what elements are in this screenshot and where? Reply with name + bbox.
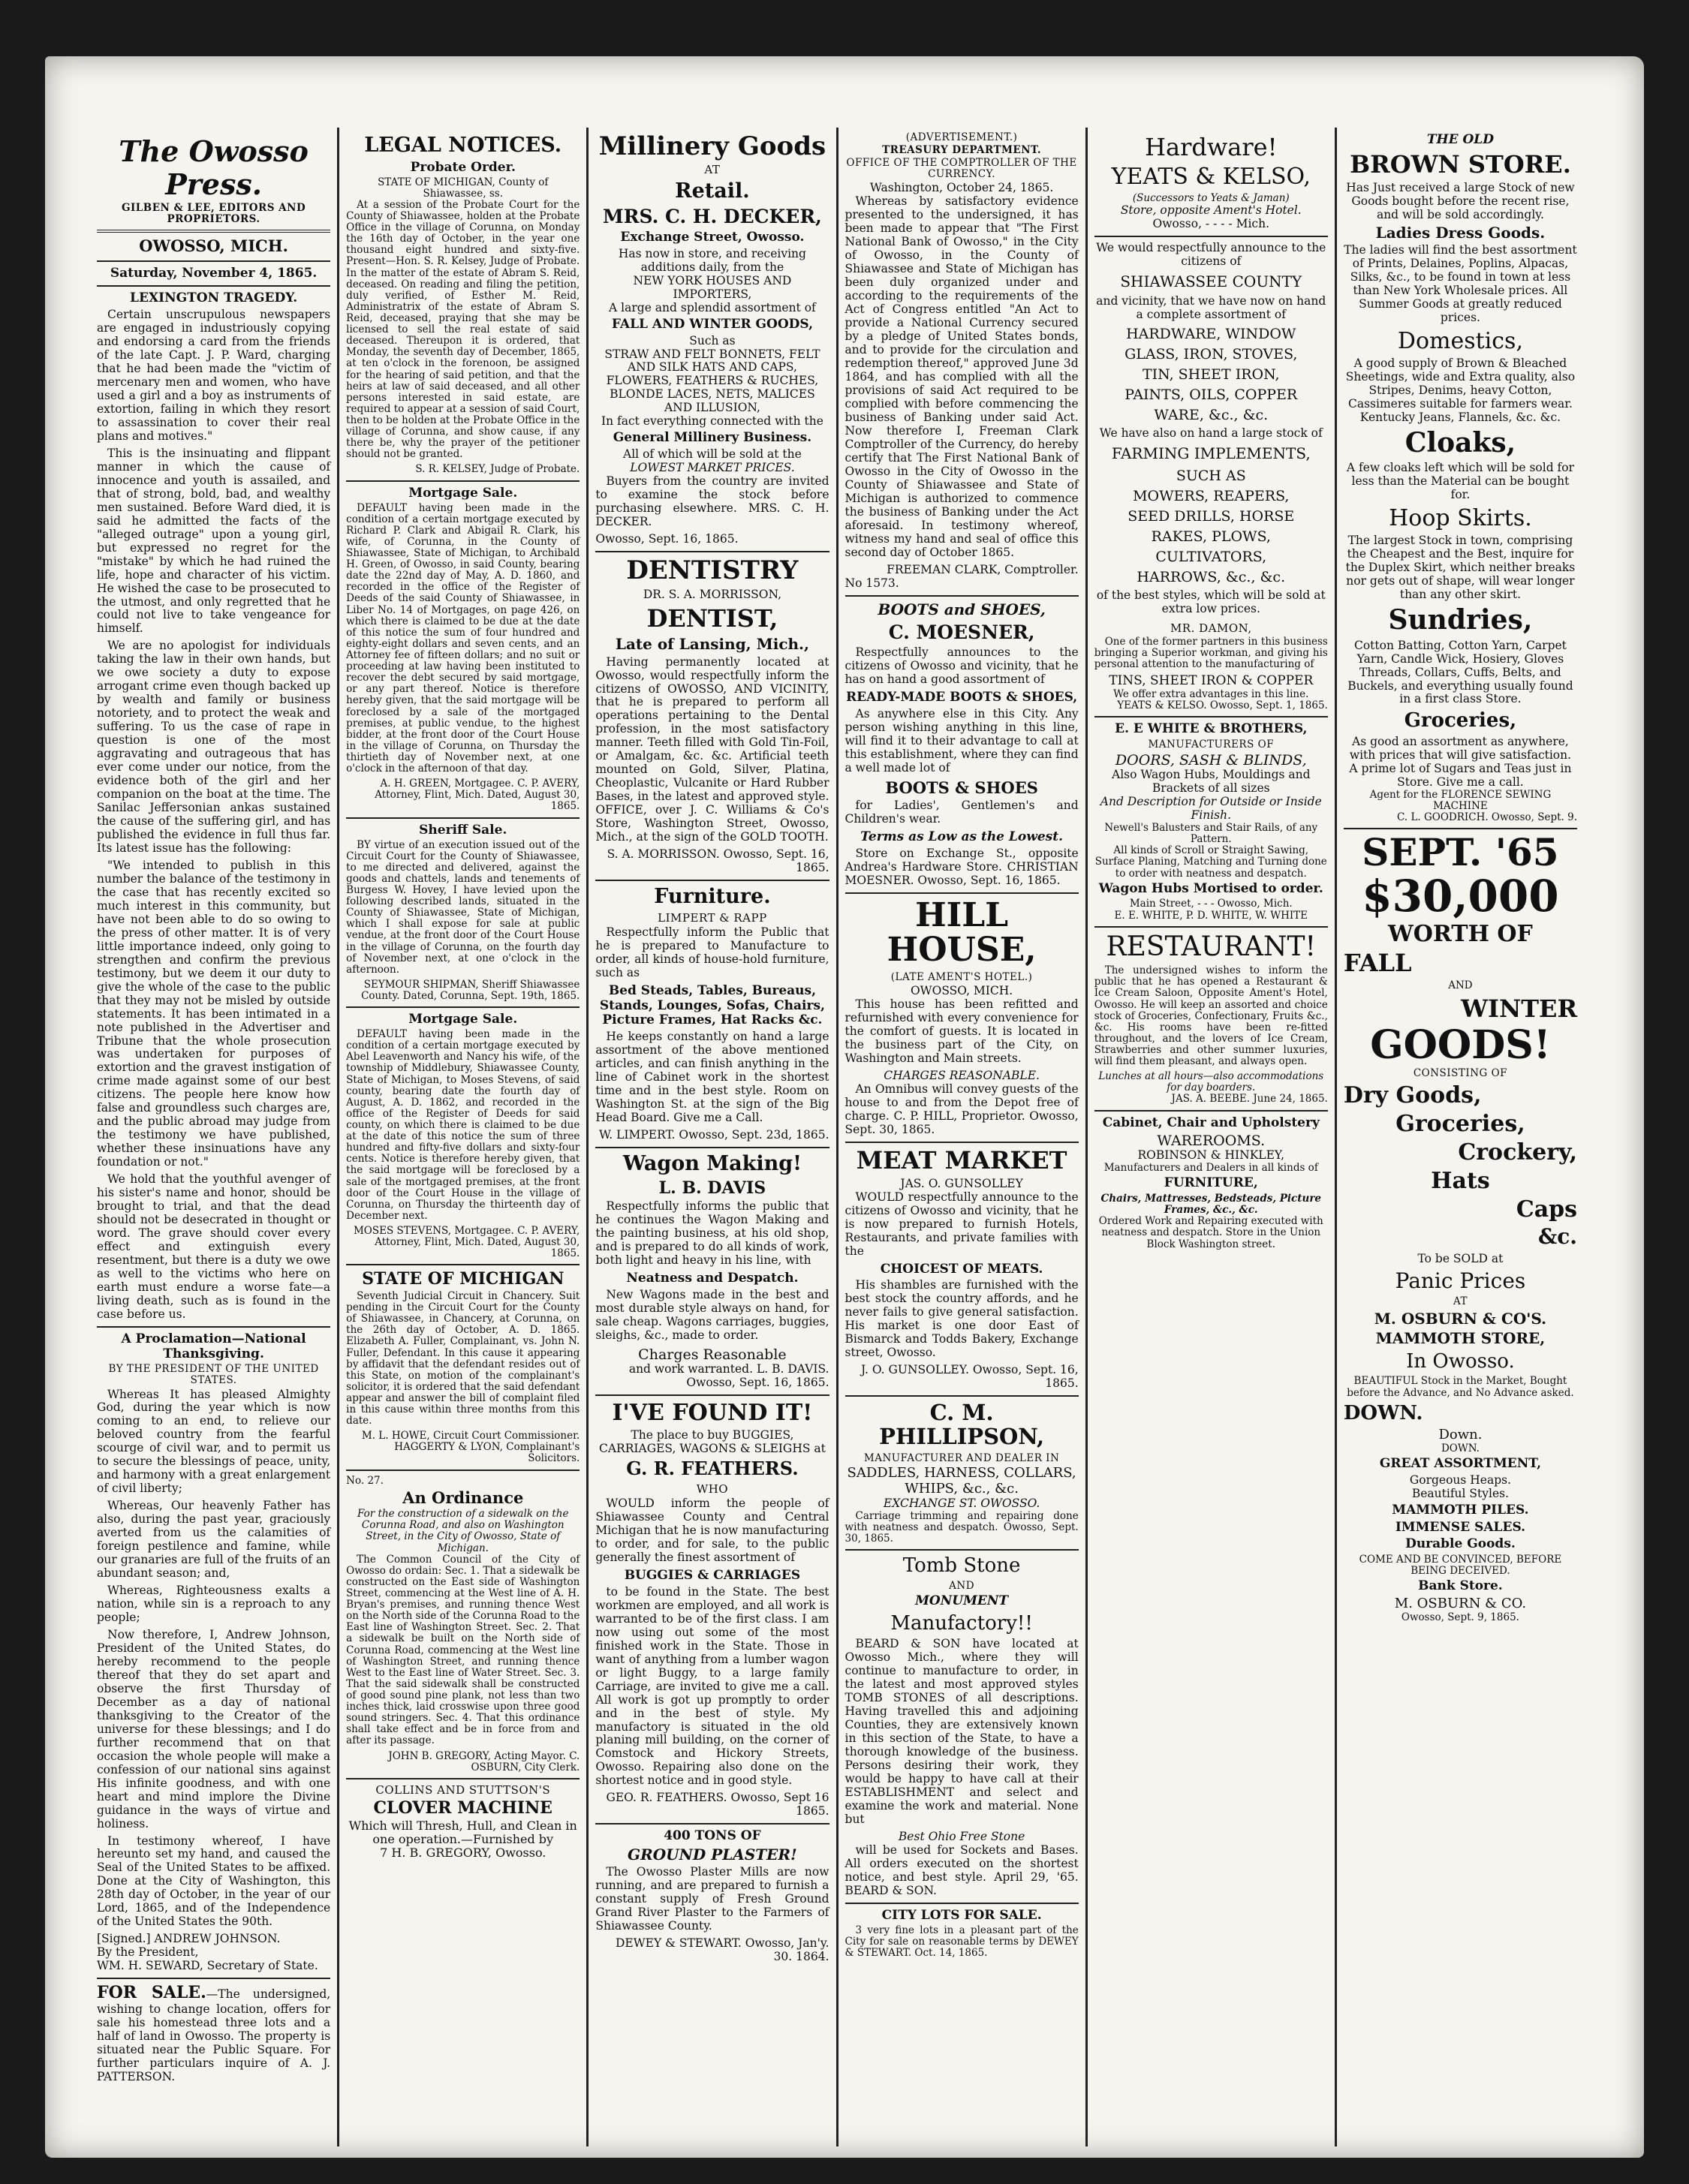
newspaper-columns bbox=[90, 128, 1584, 2146]
ordinance-signature: JOHN B. GREGORY, Acting Mayor. C. OSBURN, City Clerk. bbox=[388, 1749, 580, 1773]
implement-item: SEED DRILLS, HORSE bbox=[1128, 507, 1295, 525]
millinery-text: Has now in store, and receiving additions daily, from the bbox=[618, 246, 806, 274]
plaster-heading: GROUND PLASTER! bbox=[628, 1846, 797, 1864]
furniture-text: He keeps constantly on hand a large assortment of the above mentioned articles, and can finish anything in the line of Cabinet work in the shortest time and in the best style. Room on Washington St. at the sign of the Big Head Board. Give me a Call. bbox=[595, 1030, 829, 1124]
white-brothers-title: E. E WHITE & BROTHERS, bbox=[1115, 721, 1308, 737]
cabinet-items: Chairs, Mattresses, Bedsteads, Picture Frames, &c., &c. bbox=[1100, 1193, 1322, 1217]
treasury-office: OFFICE OF THE COMPTROLLER OF THE CURRENCY. bbox=[846, 157, 1077, 181]
restaurant-signature: JAS. A. BEEBE. June 24, 1865. bbox=[1171, 1093, 1328, 1106]
chancery-heading: STATE OF MICHIGAN bbox=[362, 1269, 565, 1289]
column-1 bbox=[90, 128, 337, 2146]
ladies-dress-heading: Ladies Dress Goods. bbox=[1375, 223, 1546, 242]
dentist-late: Late of Lansing, Mich., bbox=[615, 635, 809, 654]
article-title: LEXINGTON TRAGEDY. bbox=[130, 290, 298, 306]
meat-market-choice: CHOICEST OF MEATS. bbox=[880, 1261, 1043, 1277]
mortgage-sale-heading: Mortgage Sale. bbox=[408, 485, 518, 501]
millinery-retail: Retail. bbox=[675, 179, 750, 203]
tins-heading: TINS, SHEET IRON & COPPER bbox=[1109, 673, 1314, 689]
column-5 bbox=[1085, 128, 1335, 2146]
boots-text: Respectfully announces to the citizens of Owosso and vicinity, that he has on hand a good assortment of bbox=[844, 645, 1079, 687]
cabinet-firm: ROBINSON & HINKLEY, bbox=[1137, 1148, 1285, 1163]
osburn-name: M. OSBURN & CO'S. bbox=[1374, 1309, 1547, 1328]
hardware-item: GLASS, IRON, STOVES, bbox=[1124, 346, 1298, 363]
millinery-text: Buyers from the country are invited to examine the stock before purchasing elsewhere. MRS. C. H. DECKER. bbox=[595, 474, 829, 528]
hill-house-charges: CHARGES REASONABLE. bbox=[884, 1068, 1040, 1082]
wagon-neatness: Neatness and Despatch. bbox=[626, 1270, 799, 1286]
furniture-firm: LIMPERT & RAPP bbox=[658, 910, 767, 925]
column-2 bbox=[337, 128, 586, 2146]
proclamation-title: A Proclamation—National Thanksgiving. bbox=[121, 1331, 306, 1361]
goods-heading: GOODS! bbox=[1370, 1021, 1551, 1068]
boots-terms: Terms as Low as the Lowest. bbox=[860, 829, 1064, 844]
clover-ad-title: CLOVER MACHINE bbox=[373, 1797, 552, 1818]
for-sale-text: —The undersigned, wishing to change location, offers for sale his homestead three lots and a half of land in Owosso. The property is situated near the Public Square. For further particulars inquire of A. J. PATTERSON. bbox=[97, 1987, 331, 2083]
and-label: AND bbox=[1448, 979, 1473, 992]
furniture-text: Respectfully inform the Public that he is prepared to Manufacture to order, all kinds of house-hold furniture, such as bbox=[595, 925, 829, 980]
bank-store: Bank Store. bbox=[1418, 1578, 1503, 1594]
ordinance-subtitle: For the construction of a sidewalk on the Corunna Road, and also on Washington Street, in the City of Owosso, State of Michigan. bbox=[357, 1508, 569, 1554]
brown-store-text: A few cloaks left which will be sold for less than the Material can be bought for. bbox=[1346, 461, 1575, 502]
hardware-text: We have also on hand a large stock of bbox=[1099, 426, 1323, 441]
treasury-number: No 1573. bbox=[844, 576, 899, 590]
proclamation-signature: [Signed.] ANDREW JOHNSON. bbox=[97, 1932, 281, 1946]
phillipson-title: C. M. PHILLIPSON, bbox=[879, 1400, 1045, 1450]
sheriff-sale-signature: SEYMOUR SHIPMAN, Sheriff Shiawassee County. Dated, Corunna, Sept. 19th, 1865. bbox=[361, 978, 580, 1002]
meat-market-signature: J. O. GUNSOLLEY. Owosso, Sept. 16, 1865. bbox=[861, 1363, 1079, 1391]
domestics-heading: Domestics, bbox=[1397, 327, 1523, 354]
tins-text: We offer extra advantages in this line. bbox=[1113, 688, 1309, 701]
millinery-at: AT bbox=[704, 162, 721, 176]
millinery-title: Millinery Goods bbox=[598, 131, 826, 161]
hardware-text: of the best styles, which will be sold at extra low prices. bbox=[1096, 588, 1326, 615]
wagon-charges: Charges Reasonable bbox=[638, 1346, 787, 1363]
dry-goods: Dry Goods, bbox=[1343, 1081, 1482, 1109]
probate-signature: S. R. KELSEY, Judge of Probate. bbox=[415, 463, 580, 476]
hardware-items-list bbox=[1094, 326, 1328, 423]
osburn-date: Owosso, Sept. 9, 1865. bbox=[1401, 1611, 1519, 1623]
chancery-signature: M. L. HOWE, Circuit Court Commissioner. HAGGERTY & LYON, Complainant's Solicitors. bbox=[361, 1430, 580, 1465]
brown-store-text: A good supply of Brown & Bleached Sheetings, wide and Extra quality, also Stripes, Denims, heavy Cotton, Cassimeres suitable for farmers wear. Kentucky Jeans, Flannels, &c. &c. bbox=[1345, 356, 1576, 424]
proclamation-paragraph: Now therefore, I, Andrew Johnson, President of the United States, do hereby recommend to the people thereof that they do set apart and observe the first Thursday of December as a day of national thanksgiving to the Creator of the universe for these blessings; and I do further recommend that on that occasion the whole people will make a confession of our national sins against His infinite goodness, and with one heart and mind implore the Divine guidance in the ways of virtue and holiness. bbox=[97, 1627, 331, 1831]
meat-market-title: MEAT MARKET bbox=[856, 1145, 1067, 1175]
found-it-text: WOULD inform the people of Shiawassee County and Central Michigan that he is now manufacturing to order, and for sale, to the public generally the finest assortment of bbox=[595, 1497, 829, 1565]
legal-notices-title: LEGAL NOTICES. bbox=[364, 134, 562, 157]
millinery-items: STRAW AND FELT BONNETS, FELT AND SILK HATS AND CAPS, FLOWERS, FEATHERS & RUCHES, BLONDE LACES, NETS, MALICES AND ILLUSION, bbox=[604, 347, 820, 415]
winter-label: WINTER bbox=[1461, 994, 1578, 1023]
millinery-text: General Millinery Business. bbox=[613, 430, 812, 446]
ordinance-number: No. 27. bbox=[346, 1474, 384, 1487]
hardware-title: Hardware! bbox=[1145, 133, 1278, 161]
cabinet-warerooms: WAREROOMS. bbox=[1157, 1133, 1266, 1150]
hill-house-title: HILL HOUSE, bbox=[887, 895, 1037, 969]
come-convinced: COME AND BE CONVINCED, BEFORE BEING DECEIVED. bbox=[1359, 1554, 1562, 1578]
groceries-heading: Groceries, bbox=[1404, 709, 1517, 733]
down-3: DOWN. bbox=[1441, 1442, 1480, 1455]
wagon-name: L. B. DAVIS bbox=[658, 1178, 766, 1198]
cloaks-heading: Cloaks, bbox=[1404, 426, 1516, 459]
tombstone-ohio: Best Ohio Free Stone bbox=[898, 1829, 1025, 1843]
publishers-line: GILBEN & LEE, EDITORS AND PROPRIETORS. bbox=[121, 202, 306, 226]
down-2: Down. bbox=[1438, 1427, 1483, 1443]
osburn-signature: M. OSBURN & CO. bbox=[1394, 1596, 1527, 1612]
proclamation-paragraph: Whereas It has pleased Almighty God, during the year which is now coming to an end, to relieve our beloved country from the fearful scourge of civil war, and to permit us to secure the blessings of peace, unity, and harmony with a great enlargement of civil liberty; bbox=[97, 1387, 331, 1496]
millinery-text: All of which will be sold at the bbox=[623, 447, 802, 462]
at-label: AT bbox=[1453, 1295, 1468, 1308]
worth-of: WORTH OF bbox=[1388, 921, 1533, 948]
millinery-text: FALL AND WINTER GOODS, bbox=[611, 316, 814, 332]
restaurant-title: RESTAURANT! bbox=[1106, 931, 1317, 962]
down-1: DOWN. bbox=[1343, 1401, 1423, 1424]
sold-at: To be SOLD at bbox=[1417, 1251, 1504, 1265]
found-it-title: I'VE FOUND IT! bbox=[612, 1399, 813, 1426]
white-brothers-signature: E. E. WHITE, P. D. WHITE, W. WHITE bbox=[1114, 909, 1308, 922]
chancery-text: Seventh Judicial Circuit in Chancery. Suit pending in the Circuit Court for the County of Shiawassee, in Chancery, at Corunna, on the 26th day of October, A. D. 1865. Elizabeth A. Fuller, Complainant, vs. John N. Fuller, Defendant. In this cause it appearing by affidavit that the defendant resides out of this State, on motion of the complainant's solicitor, it is ordered that the said defendant appear and answer the bill of complaint filed in this cause within three months from this date. bbox=[346, 1289, 580, 1427]
boots-name: C. MOESNER, bbox=[888, 621, 1035, 643]
white-brothers-text: Also Wagon Hubs, Mouldings and Brackets of all sizes bbox=[1112, 768, 1311, 796]
dentist-name: DR. S. A. MORRISSON, bbox=[643, 588, 781, 602]
article-paragraph: We hold that the youthful avenger of his sister's name and honor, should be brought to trial, and that the dead should not be desecrated in thought or word. The grave should cover every effect and extinguish every resentment, but there is a duty we owe as well to the victims who here on earth must endure a worse fate—a living death, such as is found in the case before us. bbox=[97, 1172, 331, 1321]
dentistry-title: DENTISTRY bbox=[626, 555, 799, 585]
farming-implements: FARMING IMPLEMENTS, bbox=[1111, 444, 1311, 463]
money-heading: $30,000 bbox=[1362, 871, 1559, 922]
cabinet-title: Cabinet, Chair and Upholstery bbox=[1102, 1115, 1320, 1130]
tombstone-title: Tomb Stone bbox=[902, 1554, 1021, 1578]
hoop-skirts-heading: Hoop Skirts. bbox=[1389, 505, 1532, 532]
meat-market-name: JAS. O. GUNSOLLEY bbox=[900, 1176, 1023, 1190]
proclamation-byline: BY THE PRESIDENT OF THE UNITED STATES. bbox=[108, 1363, 319, 1387]
proclamation-paragraph: Whereas, Righteousness exalts a nation, while sin is a reproach to any people; bbox=[97, 1584, 331, 1625]
furniture-items: Bed Steads, Tables, Bureaus, Stands, Lounges, Sofas, Chairs, Picture Frames, Hat Racks &c. bbox=[599, 983, 825, 1028]
brown-store-text: Cotton Batting, Cotton Yarn, Carpet Yarn, Candle Wick, Hosiery, Gloves Threads, Collars, Cuffs, Belts, and Buckels, and everything usually found in a first class Store. bbox=[1347, 638, 1573, 706]
sheriff-sale-heading: Sheriff Sale. bbox=[419, 822, 507, 838]
article-paragraph: "We intended to publish in this number the balance of the testimony in the case that has recently excited so much interest in this community, but have not been able to do so owing to the press of other matter. It is of very little importance indeed, only going to strengthen and confirm the previous testimony, but we deem it our duty to give the whole of the case to the public that they may not be misled by outside statements. It has been intimated in a note published in the Advertiser and Tribune that the whole prosecution was undertaken for purposes of extortion and the gravest instigation of crime made against some of our best citizens. The people here know how false and groundless such charges are, and the public abroad may judge from the testimony we have published, whether these insinuations have any foundation or not." bbox=[97, 858, 331, 1169]
durable-goods: Durable Goods. bbox=[1405, 1536, 1516, 1552]
crockery-big: Crockery, bbox=[1458, 1139, 1578, 1166]
article-paragraph: Certain unscrupulous newspapers are engaged in industriously copying and endorsing a card from the friends of the late Capt. J. P. Ward, charging that he had been made the "victim of mercenary men and women, who have used a girl and a boy as instruments of extortion, failing in which they resort to assassination to cover their real plans and motives." bbox=[97, 308, 331, 443]
implement-items-list bbox=[1094, 468, 1328, 585]
cabinet-text: Ordered Work and Repairing executed with neatness and despatch. Store in the Union Block Washington street. bbox=[1098, 1215, 1323, 1250]
dentist-signature: S. A. MORRISSON. Owosso, Sept. 16, 1865. bbox=[607, 847, 829, 875]
mortgage-sale-signature: MOSES STEVENS, Mortgagee. C. P. AVERY, Attorney, Flint, Mich. Dated, August 30, 1865. bbox=[353, 1225, 580, 1260]
proclamation-secretary: WM. H. SEWARD, Secretary of State. bbox=[97, 1959, 318, 1973]
wagon-title: Wagon Making! bbox=[622, 1151, 802, 1175]
old-store-label: THE OLD bbox=[1426, 132, 1494, 147]
boots-readymade: READY-MADE BOOTS & SHOES, bbox=[845, 690, 1078, 705]
damon-text: One of the former partners in this business bringing a Superior workman, and giving his personal attention to the manufacturing of bbox=[1094, 636, 1328, 671]
hill-house-text: An Omnibus will convey guests of the house to and from the Depot free of charge. C. P. HILL, Proprietor. Owosso, Sept. 30, 1865. bbox=[844, 1081, 1079, 1136]
article-paragraph: This is the insinuating and flippant manner in which the cause of innocence and youth is assailed, and that of strong, bold, bad, and wealthy men sustained. Before Ward died, it is said he admitted the facts of the "alleged outrage" upon a young girl, but expressed no regret for the "mistake" by which he had ruined the life, hope and character of his victim. He wished the case to be prosecuted to the utmost, and only regretted that he could not live to take vengeance for himself. bbox=[97, 446, 331, 636]
hardware-county: SHIAWASSEE COUNTY bbox=[1120, 272, 1302, 291]
probate-text: At a session of the Probate Court for the County of Shiawassee, holden at the Probate Office in the village of Corunna, on Monday the 16th day of October, in the year one thousand eight hundred and sixty-five. Present—Hon. S. R. Kelsey, Judge of Probate. In the matter of the estate of Abram S. Reid, deceased. On reading and filing the petition, duly verified, of Esther M. Reid, Administratrix of the estate of Abram S. Reid, deceased, praying that she may be licensed to sell the real estate of said deceased. Thereupon it is ordered, that Monday, the seventh day of December, 1865, at ten o'clock in the forenoon, be assigned for the hearing of said petition, and that the heirs at law of said deceased, and all other persons interested in said estate, are required to appear at a session of said Court, then to be holden at the Probate Office in the village of Corunna, and show cause, if any there be, why the prayer of the petitioner should not be granted. bbox=[346, 198, 580, 461]
plaster-title: 400 TONS OF bbox=[664, 1828, 761, 1844]
in-owosso: In Owosso. bbox=[1406, 1349, 1515, 1373]
found-it-who: WHO bbox=[696, 1482, 729, 1496]
fall-label: FALL bbox=[1343, 949, 1412, 978]
proclamation-paragraph: In testimony whereof, I have hereunto set my hand, and caused the Seal of the United States to be affixed. Done at the City of Washington, this 28th day of October, in the year of our Lord, 1865, and of the Independence of the United States the 90th. bbox=[97, 1834, 331, 1929]
sewing-agent: Agent for the FLORENCE SEWING MACHINE bbox=[1369, 788, 1552, 813]
implement-item: SUCH AS bbox=[1176, 467, 1246, 484]
beautiful-styles: Beautiful Styles. bbox=[1411, 1486, 1510, 1500]
probate-heading: Probate Order. bbox=[410, 159, 516, 175]
immense-sales: IMMENSE SALES. bbox=[1395, 1519, 1526, 1535]
white-brothers-text: All kinds of Scroll or Straight Sawing, Surface Planing, Matching and Turning done to order with neatness and despatch. bbox=[1094, 844, 1327, 880]
column-6 bbox=[1335, 128, 1584, 2146]
hardware-location: Owosso, - - - - Mich. bbox=[1152, 217, 1270, 231]
dentist-heading: DENTIST, bbox=[646, 604, 778, 633]
hardware-successors: (Successors to Yeats & Jaman) bbox=[1132, 192, 1290, 205]
white-brothers-desc: And Description for Outside or Inside Finish. bbox=[1100, 795, 1322, 823]
adv-label: (ADVERTISEMENT.) bbox=[905, 131, 1018, 143]
white-brothers-doors: DOORS, SASH & BLINDS, bbox=[1115, 752, 1307, 769]
treasury-text: Whereas by satisfactory evidence presented to the undersigned, it has been made to appear that "The First National Bank of Owosso," in the City of Owosso, in the County of Shiawassee and State of Michigan has been duly organized under and according to the requirements of the Act of Congress entitled "An Act to provide a National Currency secured by a pledge of United States bonds, and to provide for the circulation and redemption thereof," approved June 3d 1864, and has complied with all the provisions of said Act required to be complied with before commencing the business of Banking under said Act. Now therefore I, Freeman Clark Comptroller of the Currency, do hereby certify that The First National Bank of Owosso in the City of Owosso in the County of Shiawassee and State of Michigan is authorized to commence the business of Banking under the Act aforesaid. In testimony whereof, witness my hand and seal of office this second day of October 1865. bbox=[844, 194, 1079, 559]
phillipson-address: EXCHANGE ST. OWOSSO. bbox=[883, 1496, 1040, 1510]
ordinance-text: The Common Council of the City of Owosso do ordain: Sec. 1. That a sidewalk be constructed on the East side of Washington Street, commencing at the West line of A. H. Bryan's premises, and running thence West on the North side of the Corunna Road to the East line of Washington Street. Sec. 2. That a sidewalk be built on the North side of Corunna Road, commencing at the West line of Washington Street, and running thence West to the East line of Water Street. Sec. 3. That the said sidewalk shall be constructed of good sound pine plank, not less than two inches thick, laid crosswise upon three good sound stringers. Sec. 4. That this ordinance shall take effect and be in force from and after its passage. bbox=[346, 1553, 580, 1747]
brown-store-text: As good an assortment as anywhere, with prices that will give satisfaction. A prime lot of Sugars and Teas just in Store. Give me a call. bbox=[1349, 735, 1572, 789]
boots-heading: BOOTS & SHOES bbox=[885, 778, 1038, 797]
sundries-heading: Sundries, bbox=[1388, 604, 1533, 636]
hardware-item: WARE, &c., &c. bbox=[1154, 407, 1269, 424]
millinery-address: Exchange Street, Owosso. bbox=[620, 230, 805, 245]
found-it-text: The place to buy BUGGIES, CARRIAGES, WAGONS & SLEIGHS at bbox=[598, 1427, 826, 1455]
furniture-signature: W. LIMPERT. Owosso, Sept. 23d, 1865. bbox=[599, 1127, 829, 1142]
wagon-text: New Wagons made in the best and most durable style always on hand, for sale cheap. Wagons carriages, buggies, sleighs, &c., made to order. bbox=[595, 1287, 829, 1342]
boots-title: BOOTS and SHOES, bbox=[878, 600, 1046, 618]
implement-item: CULTIVATORS, bbox=[1155, 548, 1267, 565]
hill-house-text: This house has been refitted and refurnished with every convenience for the comfort of guests. It is located in the business part of the City, on Washington and Main streets. bbox=[844, 997, 1079, 1065]
meat-market-text: His shambles are furnished with the best stock the country affords, and he never fails to give general satisfaction. His market is one door East of Bismarck and Todds Bakery, Exchange street, Owosso. bbox=[844, 1278, 1079, 1360]
millinery-text: Such as bbox=[689, 333, 736, 347]
for-sale-title: FOR SALE. bbox=[97, 1983, 206, 2003]
restaurant-text: The undersigned wishes to inform the public that he has opened a Restaurant & Ice Cream Saloon, Opposite Ament's Hotel, Owosso. He will keep an assorted and choice stock of Groceries, Confectionary, Fruits &c., &c. His rooms have been re-fitted throughout, and the lovers of Ice Cream, Strawberries and other summer luxuries, will find them pleasant, and always open. bbox=[1094, 964, 1328, 1068]
brown-store-text: The largest Stock in town, comprising the Cheapest and the Best, inquire for the Duplex Skirt, which neither breaks nor gets out of shape, will wear longer than any other skirt. bbox=[1345, 534, 1576, 602]
hardware-store: Store, opposite Ament's Hotel. bbox=[1120, 203, 1302, 218]
millinery-text: A large and splendid assortment of bbox=[609, 300, 816, 314]
probate-state: STATE OF MICHIGAN, County of Shiawassee, ss. bbox=[378, 176, 549, 200]
found-it-signature: GEO. R. FEATHERS. Owosso, Sept 16 1865. bbox=[606, 1791, 829, 1818]
city-line: OWOSSO, MICH. bbox=[139, 236, 288, 256]
brown-store-text: Has Just received a large Stock of new Goods bought before the recent rise, and will be sold accordingly. bbox=[1346, 180, 1575, 221]
implement-item: RAKES, PLOWS, bbox=[1151, 528, 1271, 545]
implement-item: HARROWS, &c., &c. bbox=[1137, 568, 1286, 585]
white-brothers-newell: Newell's Balusters and Stair Rails, of any Pattern. bbox=[1104, 822, 1318, 846]
millinery-text: NEW YORK HOUSES AND IMPORTERS, bbox=[633, 273, 792, 301]
proclamation-paragraph: Whereas, Our heavenly Father has also, during the past year, graciously averted from us the calamities of foreign pestilence and famine, while our granaries are full of the fruits of an abundant season; and, bbox=[97, 1499, 331, 1581]
treasury-title: TREASURY DEPARTMENT. bbox=[882, 144, 1042, 157]
sewing-agent-signature: C. L. GOODRICH. Owosso, Sept. 9. bbox=[1397, 811, 1578, 824]
column-4 bbox=[836, 128, 1085, 2146]
mortgage-sale-text: DEFAULT having been made in the condition of a certain mortgage executed by Abel Leavenworth and Nancy his wife, of the township of Middlebury, Shiawassee County, State of Michigan, to Moses Stevens, of said county, bearing date the fourth day of August, A. D. 1862, and recorded in the office of the Register of Deeds for said county, on which there is claimed to be due at the date of this notice the sum of three hundred and fifty-five dollars and sixty-four cents. Notice is therefore hereby given, that the said mortgage will be foreclosed by a sale of the mortgaged premises, at the front door of the Court House in the village of Corunna, on Thursday the thirteenth day of December next. bbox=[346, 1028, 580, 1222]
panic-prices: Panic Prices bbox=[1395, 1268, 1526, 1293]
mammoth-piles: MAMMOTH PILES. bbox=[1392, 1502, 1529, 1518]
hill-house-late: (LATE AMENT'S HOTEL.) bbox=[890, 970, 1033, 983]
boots-text: Store on Exchange St., opposite Andrea's Hardware Store. CHRISTIAN MOESNER. Owosso, Sept. 16, 1865. bbox=[844, 846, 1079, 887]
treasury-signature: FREEMAN CLARK, Comptroller. bbox=[887, 562, 1079, 576]
tombstone-and: AND bbox=[949, 1579, 975, 1592]
mortgage-sale-signature: A. H. GREEN, Mortgagee. C. P. AVERY, Attorney, Flint, Mich. Dated, August 30, 1865. bbox=[375, 778, 580, 813]
tombstone-monument: MONUMENT bbox=[915, 1593, 1009, 1608]
phillipson-sub: MANUFACTURER AND DEALER IN bbox=[863, 1451, 1060, 1464]
restaurant-lunch: Lunches at all hours—also accommodations for day boarders. bbox=[1098, 1070, 1324, 1094]
millinery-date: Owosso, Sept. 16, 1865. bbox=[595, 531, 739, 546]
phillipson-items: SADDLES, HARNESS, COLLARS, WHIPS, &c., &c. bbox=[847, 1465, 1076, 1497]
etc-big: &c. bbox=[1537, 1223, 1578, 1249]
tombstone-text: will be used for Sockets and Bases. All orders executed on the shortest notice, and best style. April 29, '65. BEARD & SON. bbox=[844, 1843, 1079, 1897]
white-brothers-address: Main Street, - - - Owosso, Mich. bbox=[1129, 898, 1293, 910]
city-lots-title: CITY LOTS FOR SALE. bbox=[881, 1907, 1042, 1923]
damon-name: MR. DAMON, bbox=[1170, 621, 1252, 635]
tins-signature: YEATS & KELSO. Owosso, Sept. 1, 1865. bbox=[1117, 699, 1328, 712]
city-lots-text: 3 very fine lots in a pleasant part of the City for sale on reasonable terms by DEWEY & STEWART. Oct. 14, 1865. bbox=[844, 1924, 1079, 1960]
tombstone-text: BEARD & SON have located at Owosso Mich., where they will continue to manufacture to order, in the latest and most approved styles TOMB STONES of all descriptions. Having travelled this and adjoining Counties, they are extensively known in this section of the State, to have a thorough knowledge of the business. Persons desiring their work, they would be happy to have call at their ESTABLISHMENT and select and examine the work and material. None but bbox=[844, 1637, 1079, 1826]
implement-item: MOWERS, REAPERS, bbox=[1133, 487, 1290, 504]
consisting-of: CONSISTING OF bbox=[1413, 1066, 1508, 1079]
hardware-item: HARDWARE, WINDOW bbox=[1126, 326, 1296, 343]
issue-date: Saturday, November 4, 1865. bbox=[110, 265, 318, 281]
treasury-date: Washington, October 24, 1865. bbox=[869, 181, 1054, 195]
found-it-text: to be found in the State. The best workmen are employed, and all work is warranted to be of the first class. I am now using out some of the most finished work in the State. Those in want of anything from a lumber wagon or light Buggy, to a large family Carriage, are invited to give me a call. All work is got up promptly to order and in the best of style. My manufactory is situated in the old planing mill building, on the corner of Comstock and Hickory Streets, Owosso. Repairing also done on the shortest notice and in good style. bbox=[595, 1584, 829, 1788]
proclamation-by: By the President, bbox=[97, 1945, 199, 1960]
clover-ad-head: COLLINS AND STUTTSON'S bbox=[375, 1782, 551, 1797]
groceries-big: Groceries, bbox=[1395, 1110, 1525, 1137]
clover-ad-text: Which will Thresh, Hull, and Clean in one operation.—Furnished by bbox=[348, 1818, 577, 1847]
meat-market-text: WOULD respectfully announce to the citizens of Owosso and vicinity, that he is now prepared to furnish Hotels, Restaurants, and private families with the bbox=[844, 1190, 1079, 1258]
mammoth-store: MAMMOTH STORE, bbox=[1375, 1328, 1546, 1347]
wagon-signature: and work warranted. L. B. DAVIS. Owosso, Sept. 16, 1865. bbox=[628, 1361, 829, 1389]
great-assortment: GREAT ASSORTMENT, bbox=[1379, 1456, 1541, 1472]
hardware-item: TIN, SHEET IRON, bbox=[1143, 366, 1280, 384]
cabinet-furniture: FURNITURE, bbox=[1164, 1175, 1258, 1191]
boots-text: As anywhere else in this City. Any person wishing anything in this line, will find it to their advantage to call at this establishment, where they can find a well made lot of bbox=[844, 706, 1079, 775]
plaster-text: The Owosso Plaster Mills are now running, and are prepared to furnish a constant supply of Fresh Ground Grand River Plaster to the Farmers of Shiawassee County. bbox=[595, 1865, 829, 1933]
sept-heading: SEPT. '65 bbox=[1362, 830, 1559, 875]
found-it-buggies: BUGGIES & CARRIAGES bbox=[624, 1568, 801, 1584]
tombstone-manufactory: Manufactory!! bbox=[890, 1611, 1033, 1635]
ordinance-heading: An Ordinance bbox=[402, 1488, 524, 1507]
hardware-item: PAINTS, OILS, COPPER bbox=[1124, 387, 1298, 404]
hill-house-location: OWOSSO, MICH. bbox=[910, 984, 1013, 998]
millinery-text: In fact everything connected with the bbox=[601, 414, 823, 429]
column-3 bbox=[586, 128, 835, 2146]
brown-store-text: The ladies will find the best assortment of Prints, Delaines, Poplins, Alpacas, Silks, &c., to be found in town at less than New York Wholesale prices. All Summer Goods at greatly reduced prices. bbox=[1344, 243, 1577, 324]
bought-text: BEAUTIFUL Stock in the Market, Bought before the Advance, and No Advance asked. bbox=[1347, 1375, 1574, 1399]
plaster-signature: DEWEY & STEWART. Owosso, Jan'y. 30. 1864. bbox=[615, 1936, 829, 1963]
boots-text: for Ladies', Gentlemen's and Children's wear. bbox=[844, 799, 1079, 826]
mortgage-sale-text: DEFAULT having been made in the condition of a certain mortgage executed by Richard P. Clark and Abigail R. Clark, his wife, of Corunna, in the County of Shiawassee, State of Michigan, to Archibald H. Green, of Owosso, in said County, bearing date the 22nd day of May, A. D. 1860, and recorded in the office of the Register of Deeds of the said County of Shiawassee, in Liber No. 14 of Mortgages, on page 426, on which there is claimed to be due at the date of this notice the sum of four hundred and eighty-eight dollars and seven cents, and an Attorney fee of fifteen dollars; and no suit or proceeding at law having been instituted to recover the debt secured by said mortgage, or any part thereof. Notice is therefore hereby given, that the said mortgage will be foreclosed by a sale of the mortgaged premises, at public vendue, to the highest bidder, at the front door of the Court House in the village of Corunna, on Thursday the thirtieth day of November next, at one o'clock in the afternoon of that day. bbox=[346, 501, 580, 775]
cabinet-text: Manufacturers and Dealers in all kinds of bbox=[1103, 1162, 1318, 1175]
sheriff-sale-text: BY virtue of an execution issued out of the Circuit Court for the County of Shiawassee, to me directed and delivered, against the goods and chattels, lands and tenements of Burgess W. Hovey, I have levied upon the following described lands, situated in the County of Shiawassee, State of Michigan, which I shall expose for sale at public vendue, at the front door of the Court House in the village of Corunna, on the fourth day of November next, at one o'clock in the afternoon. bbox=[346, 838, 580, 976]
phillipson-text: Carriage trimming and repairing done with neatness and despatch. Owosso, Sept. 30, 1865. bbox=[844, 1509, 1079, 1545]
hats-big: Hats bbox=[1431, 1167, 1490, 1194]
article-paragraph: We are no apologist for individuals taking the law in their own hands, but we owe society a duty to expose arrogant crime even though backed up by wealth and family or business notoriety, and to protect the weak and suffering. To us the case of rape in question is one of the most aggravating and outrageous that has ever come under our notice, from the evidence both of the girl and her companion on the boat at the time. The Sanilac Jeffersonian ankas sustained the cause of the suffering girl, and has published the evidence in full thus far. Its latest issue has the following: bbox=[97, 639, 331, 855]
hardware-text: and vicinity, that we have now on hand a complete assortment of bbox=[1096, 294, 1326, 322]
masthead: The Owosso Press. bbox=[119, 134, 309, 202]
wagon-text: Respectfully informs the public that he continues the Wagon Making and the painting business, at his old shop, and is prepared to do all kinds of work, both light and heavy in his line, with bbox=[595, 1199, 829, 1267]
gorgeous-heaps: Gorgeous Heaps. bbox=[1409, 1473, 1512, 1487]
millinery-text: LOWEST MARKET PRICES. bbox=[630, 461, 795, 475]
clover-ad-signature: 7 H. B. GREGORY, Owosso. bbox=[380, 1845, 546, 1860]
brown-store-title: BROWN STORE. bbox=[1350, 149, 1571, 179]
caps-big: Caps bbox=[1516, 1196, 1578, 1223]
mortgage-sale-heading: Mortgage Sale. bbox=[408, 1012, 518, 1027]
hardware-firm: YEATS & KELSO, bbox=[1111, 164, 1311, 191]
white-brothers-hubs: Wagon Hubs Mortised to order. bbox=[1098, 880, 1323, 896]
furniture-title: Furniture. bbox=[654, 885, 771, 909]
dentist-text: Having permanently located at Owosso, would respectfully inform the citizens of OWOSSO, AND VICINITY, that he is prepared to perform all operations pertaining to the Dental profession, in the most satisfactory manner. Teeth filled with Gold Tin-Foil, or Amalgam, &c. &c. Artificial teeth mounted on Gold, Silver, Platina, Cheoplastic, Vulcanite or Hard Rubber Bases, in the latest and approved style. OFFICE, over J. C. Williams & Co's Store, Washington Street, Owosso, Mich., at the sign of the GOLD TOOTH. bbox=[595, 654, 829, 844]
found-it-name: G. R. FEATHERS. bbox=[626, 1458, 799, 1480]
hardware-text: We would respectfully announce to the citizens of bbox=[1096, 241, 1326, 269]
millinery-name: MRS. C. H. DECKER, bbox=[603, 205, 822, 227]
white-brothers-sub: MANUFACTURERS OF bbox=[1148, 739, 1275, 751]
